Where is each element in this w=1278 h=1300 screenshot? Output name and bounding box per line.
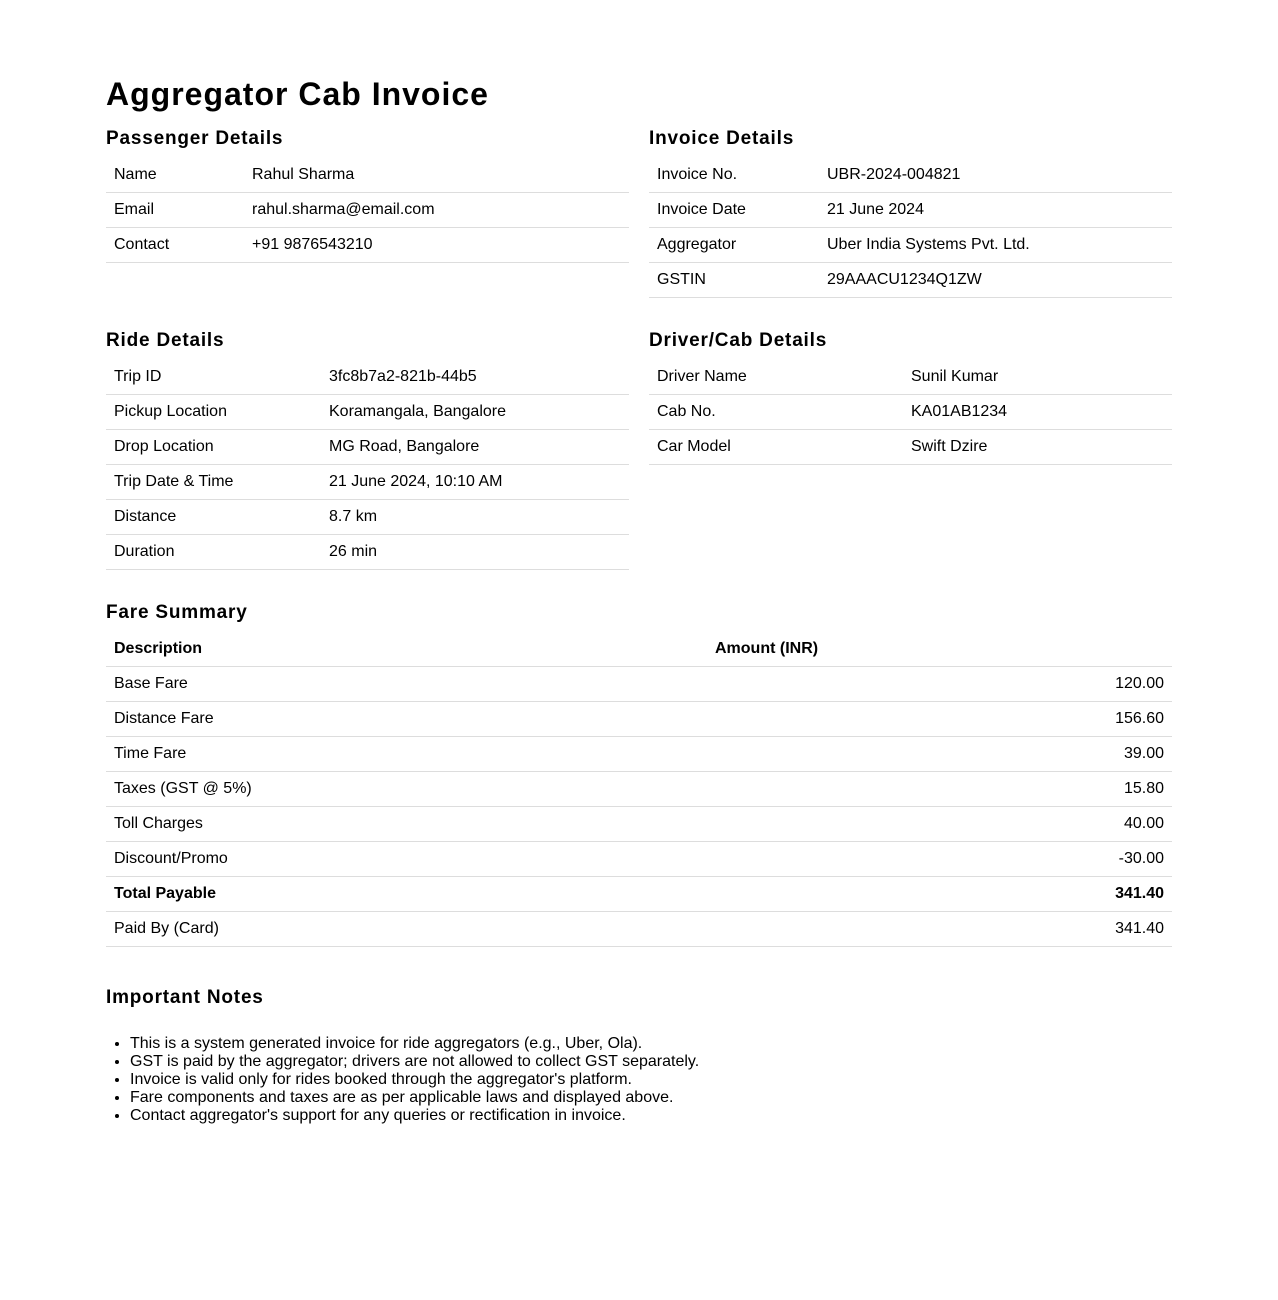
row-value: 21 June 2024, 10:10 AM <box>321 465 629 500</box>
invoice-details-table <box>649 158 1172 298</box>
table-row <box>106 360 629 395</box>
fare-amount: 341.40 <box>707 912 1172 947</box>
row-value: Rahul Sharma <box>244 158 629 193</box>
row-value: MG Road, Bangalore <box>321 430 629 465</box>
table-row <box>106 395 629 430</box>
fare-amount: 120.00 <box>707 667 1172 702</box>
row-value: 3fc8b7a2-821b-44b5 <box>321 360 629 395</box>
table-row <box>649 158 1172 193</box>
total-amount: 341.40 <box>707 877 1172 912</box>
row-value: 21 June 2024 <box>819 193 1172 228</box>
driver-details-table <box>649 360 1172 465</box>
row-label: Distance <box>106 500 321 535</box>
invoice-details-heading: Invoice Details <box>649 128 795 149</box>
table-row <box>106 535 629 570</box>
list-item: • Fare components and taxes are as per applicable laws and displayed above. <box>130 1089 699 1107</box>
row-label: Name <box>106 158 244 193</box>
fare-description: Toll Charges <box>106 807 707 842</box>
row-value: 29AAACU1234Q1ZW <box>819 263 1172 298</box>
table-row <box>649 193 1172 228</box>
passenger-details-heading: Passenger Details <box>106 128 284 149</box>
table-header-row <box>106 632 1172 667</box>
total-label: Total Payable <box>106 877 707 912</box>
row-value: KA01AB1234 <box>903 395 1172 430</box>
fare-description: Taxes (GST @ 5%) <box>106 772 707 807</box>
table-row <box>106 228 629 263</box>
row-label: Contact <box>106 228 244 263</box>
table-row <box>106 912 1172 947</box>
row-value: Swift Dzire <box>903 430 1172 465</box>
list-item: • Contact aggregator's support for any queries or rectification in invoice. <box>130 1107 699 1125</box>
fare-amount: 15.80 <box>707 772 1172 807</box>
fare-description: Distance Fare <box>106 702 707 737</box>
row-label: Trip Date & Time <box>106 465 321 500</box>
table-row <box>106 193 629 228</box>
table-row <box>106 465 629 500</box>
fare-amount: 156.60 <box>707 702 1172 737</box>
row-label: Aggregator <box>649 228 819 263</box>
table-row <box>106 158 629 193</box>
row-value: UBR-2024-004821 <box>819 158 1172 193</box>
row-value: Sunil Kumar <box>903 360 1172 395</box>
page-title: Aggregator Cab Invoice <box>106 76 489 112</box>
table-row <box>649 430 1172 465</box>
fare-description: Discount/Promo <box>106 842 707 877</box>
notes-list <box>106 1035 699 1125</box>
important-notes-heading: Important Notes <box>106 987 264 1008</box>
table-row <box>106 842 1172 877</box>
row-value: 8.7 km <box>321 500 629 535</box>
fare-amount: 40.00 <box>707 807 1172 842</box>
table-row <box>106 702 1172 737</box>
fare-description: Time Fare <box>106 737 707 772</box>
row-label: Driver Name <box>649 360 903 395</box>
fare-description: Base Fare <box>106 667 707 702</box>
table-row <box>106 737 1172 772</box>
row-label: Car Model <box>649 430 903 465</box>
total-row <box>106 877 1172 912</box>
row-label: Trip ID <box>106 360 321 395</box>
ride-details-heading: Ride Details <box>106 330 225 351</box>
row-value: Uber India Systems Pvt. Ltd. <box>819 228 1172 263</box>
row-label: Drop Location <box>106 430 321 465</box>
list-item: • Invoice is valid only for rides booked through the aggregator's platform. <box>130 1071 699 1089</box>
table-row <box>106 667 1172 702</box>
fare-description: Paid By (Card) <box>106 912 707 947</box>
column-header-description: Description <box>106 632 707 667</box>
row-value: +91 9876543210 <box>244 228 629 263</box>
column-header-amount: Amount (INR) <box>707 632 1172 667</box>
table-row <box>649 228 1172 263</box>
list-item: • This is a system generated invoice for ride aggregators (e.g., Uber, Ola). <box>130 1035 699 1053</box>
table-row <box>106 500 629 535</box>
table-row <box>649 395 1172 430</box>
row-label: Invoice No. <box>649 158 819 193</box>
row-label: GSTIN <box>649 263 819 298</box>
row-label: Invoice Date <box>649 193 819 228</box>
row-label: Email <box>106 193 244 228</box>
fare-amount: 39.00 <box>707 737 1172 772</box>
row-label: Cab No. <box>649 395 903 430</box>
table-row <box>106 772 1172 807</box>
fare-summary-table <box>106 632 1172 947</box>
fare-summary-heading: Fare Summary <box>106 602 248 623</box>
table-row <box>649 360 1172 395</box>
list-item: • GST is paid by the aggregator; drivers are not allowed to collect GST separately. <box>130 1053 699 1071</box>
passenger-details-table <box>106 158 629 263</box>
fare-amount: -30.00 <box>707 842 1172 877</box>
row-value: rahul.sharma@email.com <box>244 193 629 228</box>
table-row <box>106 430 629 465</box>
driver-details-heading: Driver/Cab Details <box>649 330 828 351</box>
row-label: Pickup Location <box>106 395 321 430</box>
row-value: 26 min <box>321 535 629 570</box>
row-value: Koramangala, Bangalore <box>321 395 629 430</box>
table-row <box>106 807 1172 842</box>
row-label: Duration <box>106 535 321 570</box>
table-row <box>649 263 1172 298</box>
ride-details-table <box>106 360 629 570</box>
